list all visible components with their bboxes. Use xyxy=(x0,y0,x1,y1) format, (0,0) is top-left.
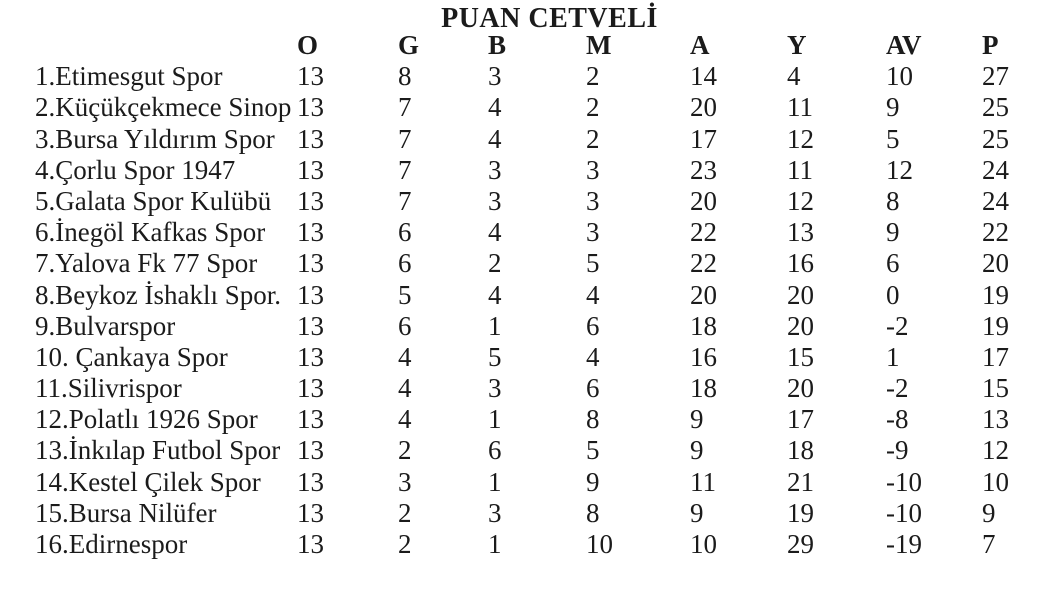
stat-g: 8 xyxy=(398,61,412,92)
stat-a: 10 xyxy=(690,529,717,559)
stat-p: 7 xyxy=(982,529,996,559)
stat-p: 19 xyxy=(982,310,1009,341)
stat-b: 4 xyxy=(488,92,502,123)
stat-av: 10 xyxy=(886,61,913,92)
stat-y: 11 xyxy=(787,92,813,123)
stat-av: 5 xyxy=(886,123,900,154)
stat-m: 8 xyxy=(586,404,600,435)
stat-o: 13 xyxy=(297,497,324,528)
stat-o: 13 xyxy=(297,92,324,123)
stat-m: 6 xyxy=(586,373,600,404)
stat-a: 23 xyxy=(690,154,717,185)
stat-av: -10 xyxy=(886,466,922,497)
stat-p: 12 xyxy=(982,435,1009,466)
stat-b: 3 xyxy=(488,154,502,185)
team-name: 16.Edirnespor xyxy=(35,529,188,559)
stat-y: 18 xyxy=(787,435,814,466)
stat-a: 18 xyxy=(690,373,717,404)
stat-av: -2 xyxy=(886,310,909,341)
stat-a: 9 xyxy=(690,404,704,435)
stat-m: 3 xyxy=(586,217,600,248)
stat-av: 1 xyxy=(886,341,900,372)
stat-av: -2 xyxy=(886,373,909,404)
stat-a: 18 xyxy=(690,310,717,341)
stat-y: 11 xyxy=(787,154,813,185)
stat-av: -8 xyxy=(886,404,909,435)
column-header-av: AV xyxy=(886,30,922,60)
stat-a: 16 xyxy=(690,341,717,372)
stat-p: 24 xyxy=(982,154,1009,185)
standings-table xyxy=(35,30,1049,560)
stat-m: 3 xyxy=(586,185,600,216)
column-header-g: G xyxy=(398,30,420,60)
stat-b: 1 xyxy=(488,404,502,435)
stat-a: 9 xyxy=(690,435,704,466)
stat-g: 3 xyxy=(398,466,412,497)
stat-g: 6 xyxy=(398,217,412,248)
team-name: 15.Bursa Nilüfer xyxy=(35,497,217,528)
stat-p: 20 xyxy=(982,248,1009,279)
column-header-o: O xyxy=(297,30,319,60)
stat-p: 10 xyxy=(982,466,1009,497)
stat-m: 2 xyxy=(586,92,600,123)
stat-a: 22 xyxy=(690,248,717,279)
column-header-y: Y xyxy=(787,30,807,60)
team-name: 5.Galata Spor Kulübü xyxy=(35,185,272,216)
page-title: PUAN CETVELİ xyxy=(441,3,658,34)
stat-av: 6 xyxy=(886,248,900,279)
stat-y: 20 xyxy=(787,279,814,310)
team-name: 6.İnegöl Kafkas Spor xyxy=(35,217,266,248)
stat-y: 29 xyxy=(787,529,814,559)
stat-y: 20 xyxy=(787,373,814,404)
stat-o: 13 xyxy=(297,123,324,154)
stat-g: 7 xyxy=(398,123,412,154)
stat-o: 13 xyxy=(297,217,324,248)
stat-m: 4 xyxy=(586,341,600,372)
team-name: 13.İnkılap Futbol Spor xyxy=(35,435,281,466)
column-header-a: A xyxy=(690,30,710,60)
stat-o: 13 xyxy=(297,61,324,92)
team-name: 11.Silivrispor xyxy=(35,373,182,404)
stat-o: 13 xyxy=(297,279,324,310)
stat-y: 12 xyxy=(787,185,814,216)
stat-av: -9 xyxy=(886,435,909,466)
stat-av: 8 xyxy=(886,185,900,216)
team-name: 4.Çorlu Spor 1947 xyxy=(35,154,236,185)
stat-av: -10 xyxy=(886,497,922,528)
team-name: 9.Bulvarspor xyxy=(35,310,176,341)
stat-a: 11 xyxy=(690,466,716,497)
team-name: 3.Bursa Yıldırım Spor xyxy=(35,123,275,154)
stat-p: 24 xyxy=(982,185,1009,216)
stat-m: 6 xyxy=(586,310,600,341)
stat-m: 2 xyxy=(586,123,600,154)
stat-p: 22 xyxy=(982,217,1009,248)
stat-y: 16 xyxy=(787,248,814,279)
header-spacer xyxy=(35,30,297,61)
stat-b: 1 xyxy=(488,529,502,559)
stat-a: 14 xyxy=(690,61,717,92)
stat-av: 12 xyxy=(886,154,913,185)
stat-p: 25 xyxy=(982,92,1009,123)
stat-b: 1 xyxy=(488,310,502,341)
team-name: 12.Polatlı 1926 Spor xyxy=(35,404,258,435)
stat-g: 6 xyxy=(398,310,412,341)
stat-a: 17 xyxy=(690,123,717,154)
stat-g: 2 xyxy=(398,497,412,528)
stat-y: 13 xyxy=(787,217,814,248)
stat-g: 4 xyxy=(398,404,412,435)
stat-b: 3 xyxy=(488,497,502,528)
stat-a: 20 xyxy=(690,92,717,123)
stat-m: 10 xyxy=(586,529,613,559)
stat-p: 9 xyxy=(982,497,996,528)
stat-y: 21 xyxy=(787,466,814,497)
stat-b: 4 xyxy=(488,123,502,154)
stat-av: -19 xyxy=(886,529,922,559)
stat-b: 4 xyxy=(488,279,502,310)
stat-g: 4 xyxy=(398,341,412,372)
stat-p: 13 xyxy=(982,404,1009,435)
stat-o: 13 xyxy=(297,341,324,372)
stat-b: 3 xyxy=(488,185,502,216)
stat-p: 27 xyxy=(982,61,1009,92)
stat-g: 7 xyxy=(398,185,412,216)
stat-g: 7 xyxy=(398,154,412,185)
stat-g: 5 xyxy=(398,279,412,310)
stat-av: 9 xyxy=(886,217,900,248)
stat-o: 13 xyxy=(297,310,324,341)
team-name: 8.Beykoz İshaklı Spor. xyxy=(35,279,281,310)
stat-g: 4 xyxy=(398,373,412,404)
stat-b: 3 xyxy=(488,61,502,92)
team-name: 10. Çankaya Spor xyxy=(35,341,228,372)
stat-o: 13 xyxy=(297,435,324,466)
stat-o: 13 xyxy=(297,466,324,497)
team-name: 2.Küçükçekmece Sinop xyxy=(35,92,292,123)
stat-m: 8 xyxy=(586,497,600,528)
stat-o: 13 xyxy=(297,248,324,279)
stat-p: 19 xyxy=(982,279,1009,310)
column-header-p: P xyxy=(982,30,999,60)
stat-av: 9 xyxy=(886,92,900,123)
stat-p: 17 xyxy=(982,341,1009,372)
stat-m: 5 xyxy=(586,248,600,279)
stat-y: 15 xyxy=(787,341,814,372)
stat-p: 15 xyxy=(982,373,1009,404)
stat-a: 20 xyxy=(690,279,717,310)
stat-b: 3 xyxy=(488,373,502,404)
stat-m: 4 xyxy=(586,279,600,310)
stat-p: 25 xyxy=(982,123,1009,154)
stat-y: 4 xyxy=(787,61,801,92)
stat-o: 13 xyxy=(297,404,324,435)
stat-o: 13 xyxy=(297,529,324,559)
team-name: 14.Kestel Çilek Spor xyxy=(35,466,261,497)
stat-g: 7 xyxy=(398,92,412,123)
stat-y: 12 xyxy=(787,123,814,154)
stat-m: 5 xyxy=(586,435,600,466)
stat-g: 2 xyxy=(398,529,412,559)
stat-o: 13 xyxy=(297,154,324,185)
stat-b: 1 xyxy=(488,466,502,497)
column-header-m: M xyxy=(586,30,612,60)
stat-m: 3 xyxy=(586,154,600,185)
stat-a: 9 xyxy=(690,497,704,528)
stat-a: 22 xyxy=(690,217,717,248)
stat-y: 17 xyxy=(787,404,814,435)
stat-b: 6 xyxy=(488,435,502,466)
stat-y: 20 xyxy=(787,310,814,341)
stat-b: 2 xyxy=(488,248,502,279)
stat-av: 0 xyxy=(886,279,900,310)
stat-g: 2 xyxy=(398,435,412,466)
column-header-b: B xyxy=(488,30,507,60)
stat-o: 13 xyxy=(297,185,324,216)
stat-b: 4 xyxy=(488,217,502,248)
stat-g: 6 xyxy=(398,248,412,279)
team-name: 7.Yalova Fk 77 Spor xyxy=(35,248,258,279)
stat-y: 19 xyxy=(787,497,814,528)
stat-m: 2 xyxy=(586,61,600,92)
team-name: 1.Etimesgut Spor xyxy=(35,61,223,92)
stat-b: 5 xyxy=(488,341,502,372)
stat-a: 20 xyxy=(690,185,717,216)
stat-m: 9 xyxy=(586,466,600,497)
stat-o: 13 xyxy=(297,373,324,404)
